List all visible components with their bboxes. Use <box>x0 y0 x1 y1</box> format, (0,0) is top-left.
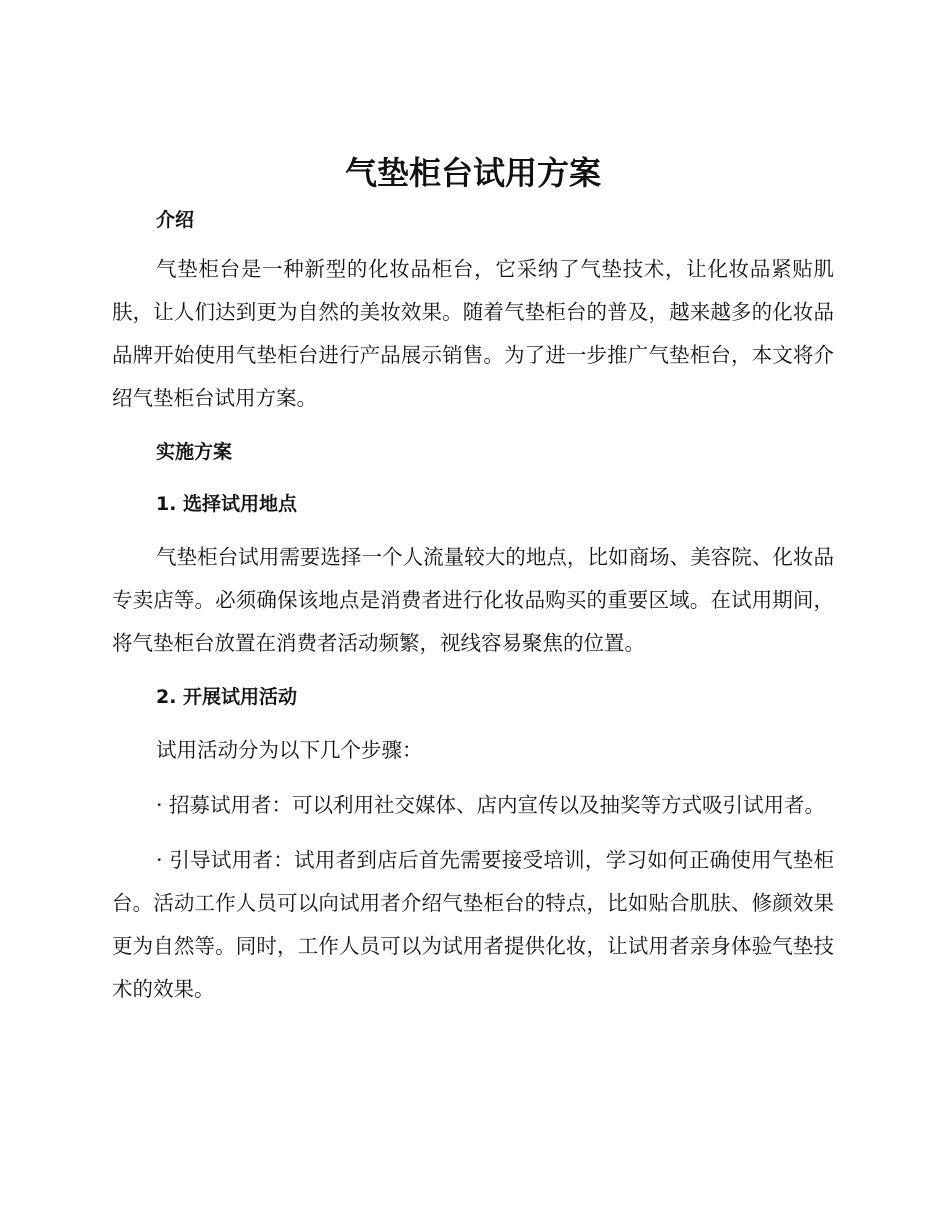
step1-heading: 1. 选择试用地点 <box>156 493 298 515</box>
section-heading-intro: 介绍 <box>156 209 195 231</box>
spacer <box>112 827 834 839</box>
intro-paragraph: 气垫柜台是一种新型的化妆品柜台，它采纳了气垫技术，让化妆品紧贴肌肤，让人们达到更为自然的美妆效果。随着气垫柜台的普及，越来越多的化妆品品牌开始使用气垫柜台进行产品展示销售。为了进一步推广气垫柜台，本文将介绍气垫柜台试用方案。 <box>112 257 834 410</box>
step1-paragraph: 气垫柜台试用需要选择一个人流量较大的地点，比如商场、美容院、化妆品专卖店等。必须确保该地点是消费者进行化妆品购买的重要区域。在试用期间，将气垫柜台放置在消费者活动频繁，视线容易聚焦的位置。 <box>112 545 834 655</box>
spacer <box>112 420 834 432</box>
spacer <box>112 772 834 784</box>
spacer <box>112 717 834 729</box>
document-title: 气垫柜台试用方案 <box>344 154 601 192</box>
spacer <box>112 665 834 677</box>
bullet-guide: · 引导试用者：试用者到店后首先需要接受培训，学习如何正确使用气垫柜台。活动工作人员可以向试用者介绍气垫柜台的特点，比如贴合肌肤、修颜效果更为自然等。同时，工作人员可以为试用者提供化妆，让试用者亲身体验气垫技术的效果。 <box>112 848 834 1001</box>
step2-intro-paragraph: 试用活动分为以下几个步骤： <box>156 738 423 762</box>
step2-heading: 2. 开展试用活动 <box>156 686 298 708</box>
bullet-recruit: · 招募试用者：可以利用社交媒体、店内宣传以及抽奖等方式吸引试用者。 <box>156 793 826 817</box>
spacer <box>112 472 834 484</box>
document-page <box>112 146 834 1011</box>
section-heading-plan: 实施方案 <box>156 441 233 463</box>
spacer <box>112 524 834 536</box>
spacer <box>112 240 834 248</box>
